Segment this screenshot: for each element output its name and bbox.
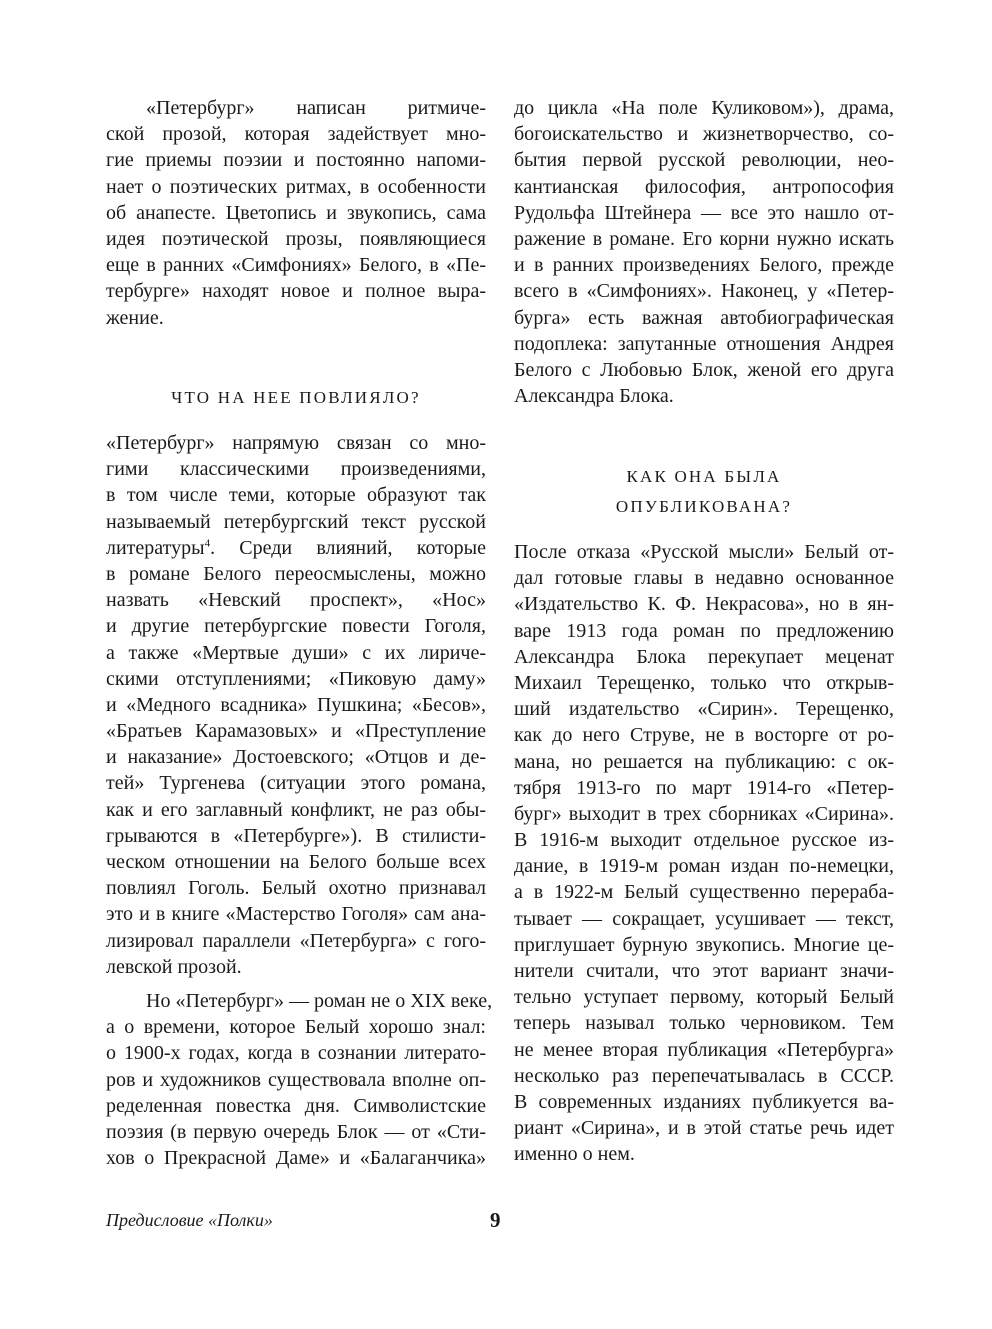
text-line: повлиял Гоголь. Белый охотно признавал <box>106 877 486 900</box>
right-paragraph-1 <box>514 95 894 409</box>
text-line: «Издательство К. Ф. Некрасова», но в ян- <box>514 593 894 616</box>
footnote-mark[interactable]: 4 <box>204 537 211 550</box>
text-line: идея поэтической прозы, появляющиеся <box>106 227 486 250</box>
text-line: бытия первой русской революции, нео- <box>514 149 894 172</box>
text-line: Александра Блока. <box>514 385 674 408</box>
text-line: дал готовые главы в недавно основанное <box>514 567 894 590</box>
text-line: нители считали, что этот вариант значи- <box>514 960 894 982</box>
text-line: до цикла «На поле Куликовом»), драма, <box>514 97 894 119</box>
text-line: В 1916-м выходит отдельное русское из- <box>514 829 894 852</box>
text-line: В современных изданиях публикуется ва- <box>514 1090 894 1113</box>
text-line: мана, но решается на публикацию: с ок- <box>514 750 894 773</box>
section-heading-publication <box>514 462 894 522</box>
text-line: «Петербург» напрямую связан со мно- <box>106 432 486 454</box>
section-heading-influences: ЧТО НА НЕЕ ПОВЛИЯЛО? <box>171 388 421 407</box>
left-paragraph-1 <box>106 95 486 331</box>
text-line: называемый петербургский текст русской <box>106 510 486 533</box>
text-line: ражение в романе. Его корни нужно искать <box>514 227 894 250</box>
text-line: а о времени, которое Белый хорошо знал: <box>106 1016 486 1039</box>
text-line: в романе Белого переосмыслены, можно <box>106 562 486 585</box>
text-line: тября 1913-го по март 1914-го «Петер- <box>514 776 894 799</box>
text-line: варе 1913 года роман по предложению <box>514 619 894 642</box>
text-line: левской прозой. <box>106 955 242 978</box>
text-line: гие приемы поэзии и постоянно напоми- <box>106 149 486 172</box>
text-line: назвать «Невский проспект», «Нос» <box>106 589 486 612</box>
text-line: а также «Мертвые души» с их лириче- <box>106 641 486 664</box>
text-line: и наказание» Достоевского; «Отцов и де- <box>106 746 486 769</box>
text-line: «Братьев Карамазовых» и «Преступление <box>106 720 486 743</box>
text-line: кантианская философия, антропософия <box>514 175 894 198</box>
text-line: ской прозой, которая задействует мно- <box>106 123 486 146</box>
text-line: и в ранних произведениях Белого, прежде <box>514 254 894 277</box>
text-line: ший издательство «Сирин». Терещенко, <box>514 698 894 721</box>
text-line: тывает — сокращает, усушивает — текст, <box>514 907 894 930</box>
text-line: Рудольфа Штейнера — все это нашло от- <box>514 201 894 224</box>
text-line: ров и художников существовала вполне оп- <box>106 1068 486 1091</box>
text-line: об анапесте. Цветопись и звукопись, сама <box>106 201 486 224</box>
left-paragraph-3 <box>106 988 493 1171</box>
text-line: гими классическими произведениями, <box>106 458 486 481</box>
text-line: тей» Тургенева (ситуации этого романа, <box>106 772 486 795</box>
text-line: ческом отношении на Белого больше всех <box>106 851 486 873</box>
text-line: грываются в «Петербурге»). В стилисти- <box>106 824 486 847</box>
text-line: Но «Петербург» — роман не о XIX веке, <box>146 990 493 1012</box>
text-fragment: . Среди влияний, которые <box>210 536 486 559</box>
text-fragment: литературы <box>106 536 205 559</box>
text-line: «Петербург» написан ритмиче- <box>146 97 486 119</box>
running-title: Предисловие «Полки» <box>106 1210 273 1230</box>
text-line: и «Медного всадника» Пушкина; «Бесов», <box>106 693 486 716</box>
heading-line: КАК ОНА БЫЛА <box>626 467 782 486</box>
text-line: дание, в 1919-м роман издан по-немецки, <box>514 855 894 878</box>
text-line: теперь называл только черновиком. Тем <box>514 1012 894 1035</box>
text-line: нает о поэтических ритмах, в особенности <box>106 175 486 198</box>
text-line: о 1900-х годах, когда в сознании литерато- <box>106 1042 486 1065</box>
text-line: скими отступлениями; «Пиковую даму» <box>106 667 486 690</box>
text-line: хов о Прекрасной Даме» и «Балаганчика» <box>106 1147 486 1170</box>
text-line: жение. <box>106 306 164 329</box>
text-line: именно о нем. <box>514 1143 635 1166</box>
text-line: Михаил Терещенко, только что открыв- <box>514 671 894 694</box>
left-paragraph-2 <box>106 430 486 980</box>
text-line: бурга» есть важная автобиографическая <box>514 306 894 329</box>
text-line: тельно уступает первому, который Белый <box>514 986 894 1009</box>
text-line: это и в книге «Мастерство Гоголя» сам ана- <box>106 903 486 926</box>
text-line: Белого с Любовью Блок, женой его друга <box>514 358 894 381</box>
text-line: Александра Блока перекупает меценат <box>514 645 894 668</box>
heading-line: ОПУБЛИКОВАНА? <box>615 497 793 516</box>
page-number: 9 <box>490 1208 501 1232</box>
text-line: еще в ранних «Симфониях» Белого, в «Пе- <box>106 254 486 277</box>
text-line: тербурге» находят новое и полное выра- <box>106 280 486 303</box>
text-line: После отказа «Русской мысли» Белый от- <box>514 541 894 563</box>
text-line: и другие петербургские повести Гоголя, <box>106 615 486 638</box>
text-line: ределенная повестка дня. Символистские <box>106 1094 486 1117</box>
text-line: в том числе теми, которые образуют так <box>106 484 486 507</box>
text-line: а в 1922-м Белый существенно перераба- <box>514 881 894 904</box>
text-line: подоплека: запутанные отношения Андрея <box>514 332 894 355</box>
text-line: приглушает бурную звукопись. Многие це- <box>514 933 894 956</box>
text-line: бург» выходит в трех сборниках «Сирина». <box>514 802 894 825</box>
text-line: как и его заглавный конфликт, не раз обы- <box>106 798 486 821</box>
text-line: лизировал параллели «Петербурга» с гого- <box>106 929 486 952</box>
text-line: богоискательство и жизнетворчество, со- <box>514 123 894 146</box>
text-line <box>106 535 486 561</box>
text-line: не менее вторая публикация «Петербурга» <box>514 1038 894 1061</box>
right-paragraph-2 <box>514 539 894 1168</box>
text-line: риант «Сирина», и в этой статье речь идет <box>514 1117 894 1140</box>
text-line: всего в «Симфониях». Наконец, у «Петер- <box>514 280 894 303</box>
text-line: несколько раз перепечатывалась в СССР. <box>514 1064 894 1087</box>
text-line: поэзия (в первую очередь Блок — от «Сти- <box>106 1120 486 1143</box>
text-line: как до него Струве, не в восторге от ро- <box>514 724 894 747</box>
